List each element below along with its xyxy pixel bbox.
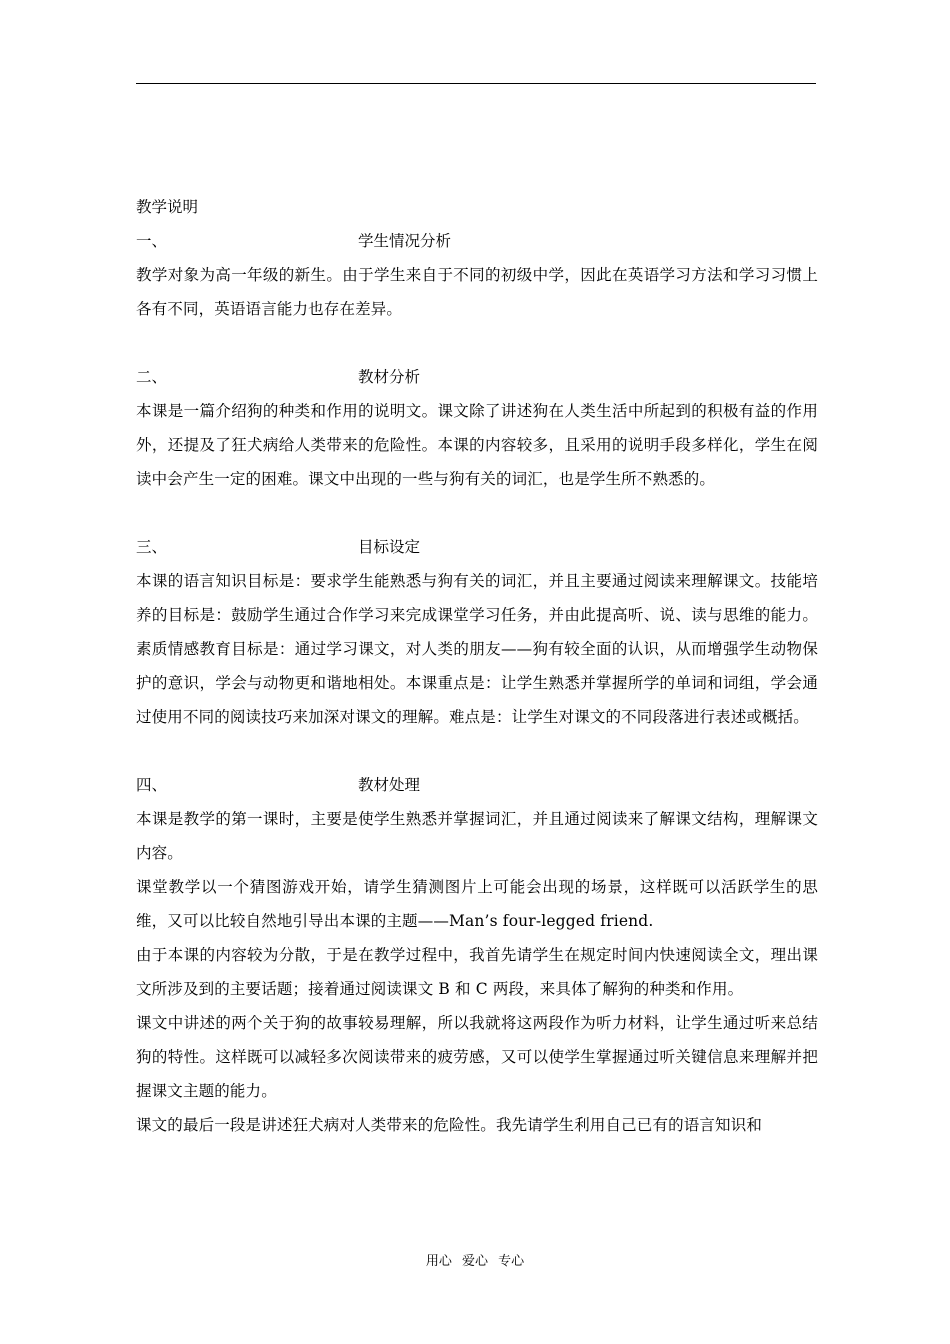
section-title: 学生情况分析 [358,232,452,250]
paragraph: 教学对象为高一年级的新生。由于学生来自于不同的初级中学，因此在英语学习方法和学习习惯上各有不同，英语语言能力也存在差异。 [136,266,818,318]
paragraph: 由于本课的内容较为分散，于是在教学过程中，我首先请学生在规定时间内快速阅读全文，理出课文所涉及到的主要话题；接着通过阅读课文 B 和 C 两段，来具体了解狗的种类和作用。 [136,946,818,998]
section-number: 二、 [136,368,168,386]
paragraph: 本课的语言知识目标是：要求学生能熟悉与狗有关的词汇，并且主要通过阅读来理解课文。技能培养的目标是：鼓励学生通过合作学习来完成课堂学习任务，并由此提高听、说、读与思维的能力。素质情感教育目标是：通过学习课文，对人类的朋友——狗有较全面的认识，从而增强学生动物保护的意识，学会与动物更和谐地相处。本课重点是：让学生熟悉并掌握所学的单词和词组，学会通过使用不同的阅读技巧来加深对课文的理解。难点是：让学生对课文的不同段落进行表述或概括。 [136,572,818,726]
section-spacer [136,734,818,768]
section-title: 教材处理 [358,776,421,794]
document-title: 教学说明 [136,198,199,216]
section-title: 目标设定 [358,538,421,556]
section-spacer [136,326,818,360]
paragraph: 课文的最后一段是讲述狂犬病对人类带来的危险性。我先请学生利用自己已有的语言知识和 [136,1116,763,1134]
section-number: 四、 [136,776,168,794]
section-number: 三、 [136,538,168,556]
page-footer: 用心 爱心 专心 [425,1254,525,1269]
section-spacer [136,496,818,530]
section-heading-4 [136,768,818,802]
document-body [136,190,818,1142]
paragraph: 课堂教学以一个猜图游戏开始，请学生猜测图片上可能会出现的场景，这样既可以活跃学生的思维，又可以比较自然地引导出本课的主题——Man’s four-legged friend. [136,878,818,930]
paragraph: 本课是教学的第一课时，主要是使学生熟悉并掌握词汇，并且通过阅读来了解课文结构，理解课文内容。 [136,810,818,862]
header-rule [136,83,816,84]
section-heading-1 [136,224,818,258]
section-heading-3 [136,530,818,564]
section-heading-2 [136,360,818,394]
paragraph: 本课是一篇介绍狗的种类和作用的说明文。课文除了讲述狗在人类生活中所起到的积极有益的作用外，还提及了狂犬病给人类带来的危险性。本课的内容较多，且采用的说明手段多样化，学生在阅读中会产生一定的困难。课文中出现的一些与狗有关的词汇，也是学生所不熟悉的。 [136,402,818,488]
section-number: 一、 [136,232,168,250]
section-title: 教材分析 [358,368,421,386]
paragraph: 课文中讲述的两个关于狗的故事较易理解，所以我就将这两段作为听力材料，让学生通过听来总结狗的特性。这样既可以减轻多次阅读带来的疲劳感，又可以使学生掌握通过听关键信息来理解并把握课文主题的能力。 [136,1014,818,1100]
